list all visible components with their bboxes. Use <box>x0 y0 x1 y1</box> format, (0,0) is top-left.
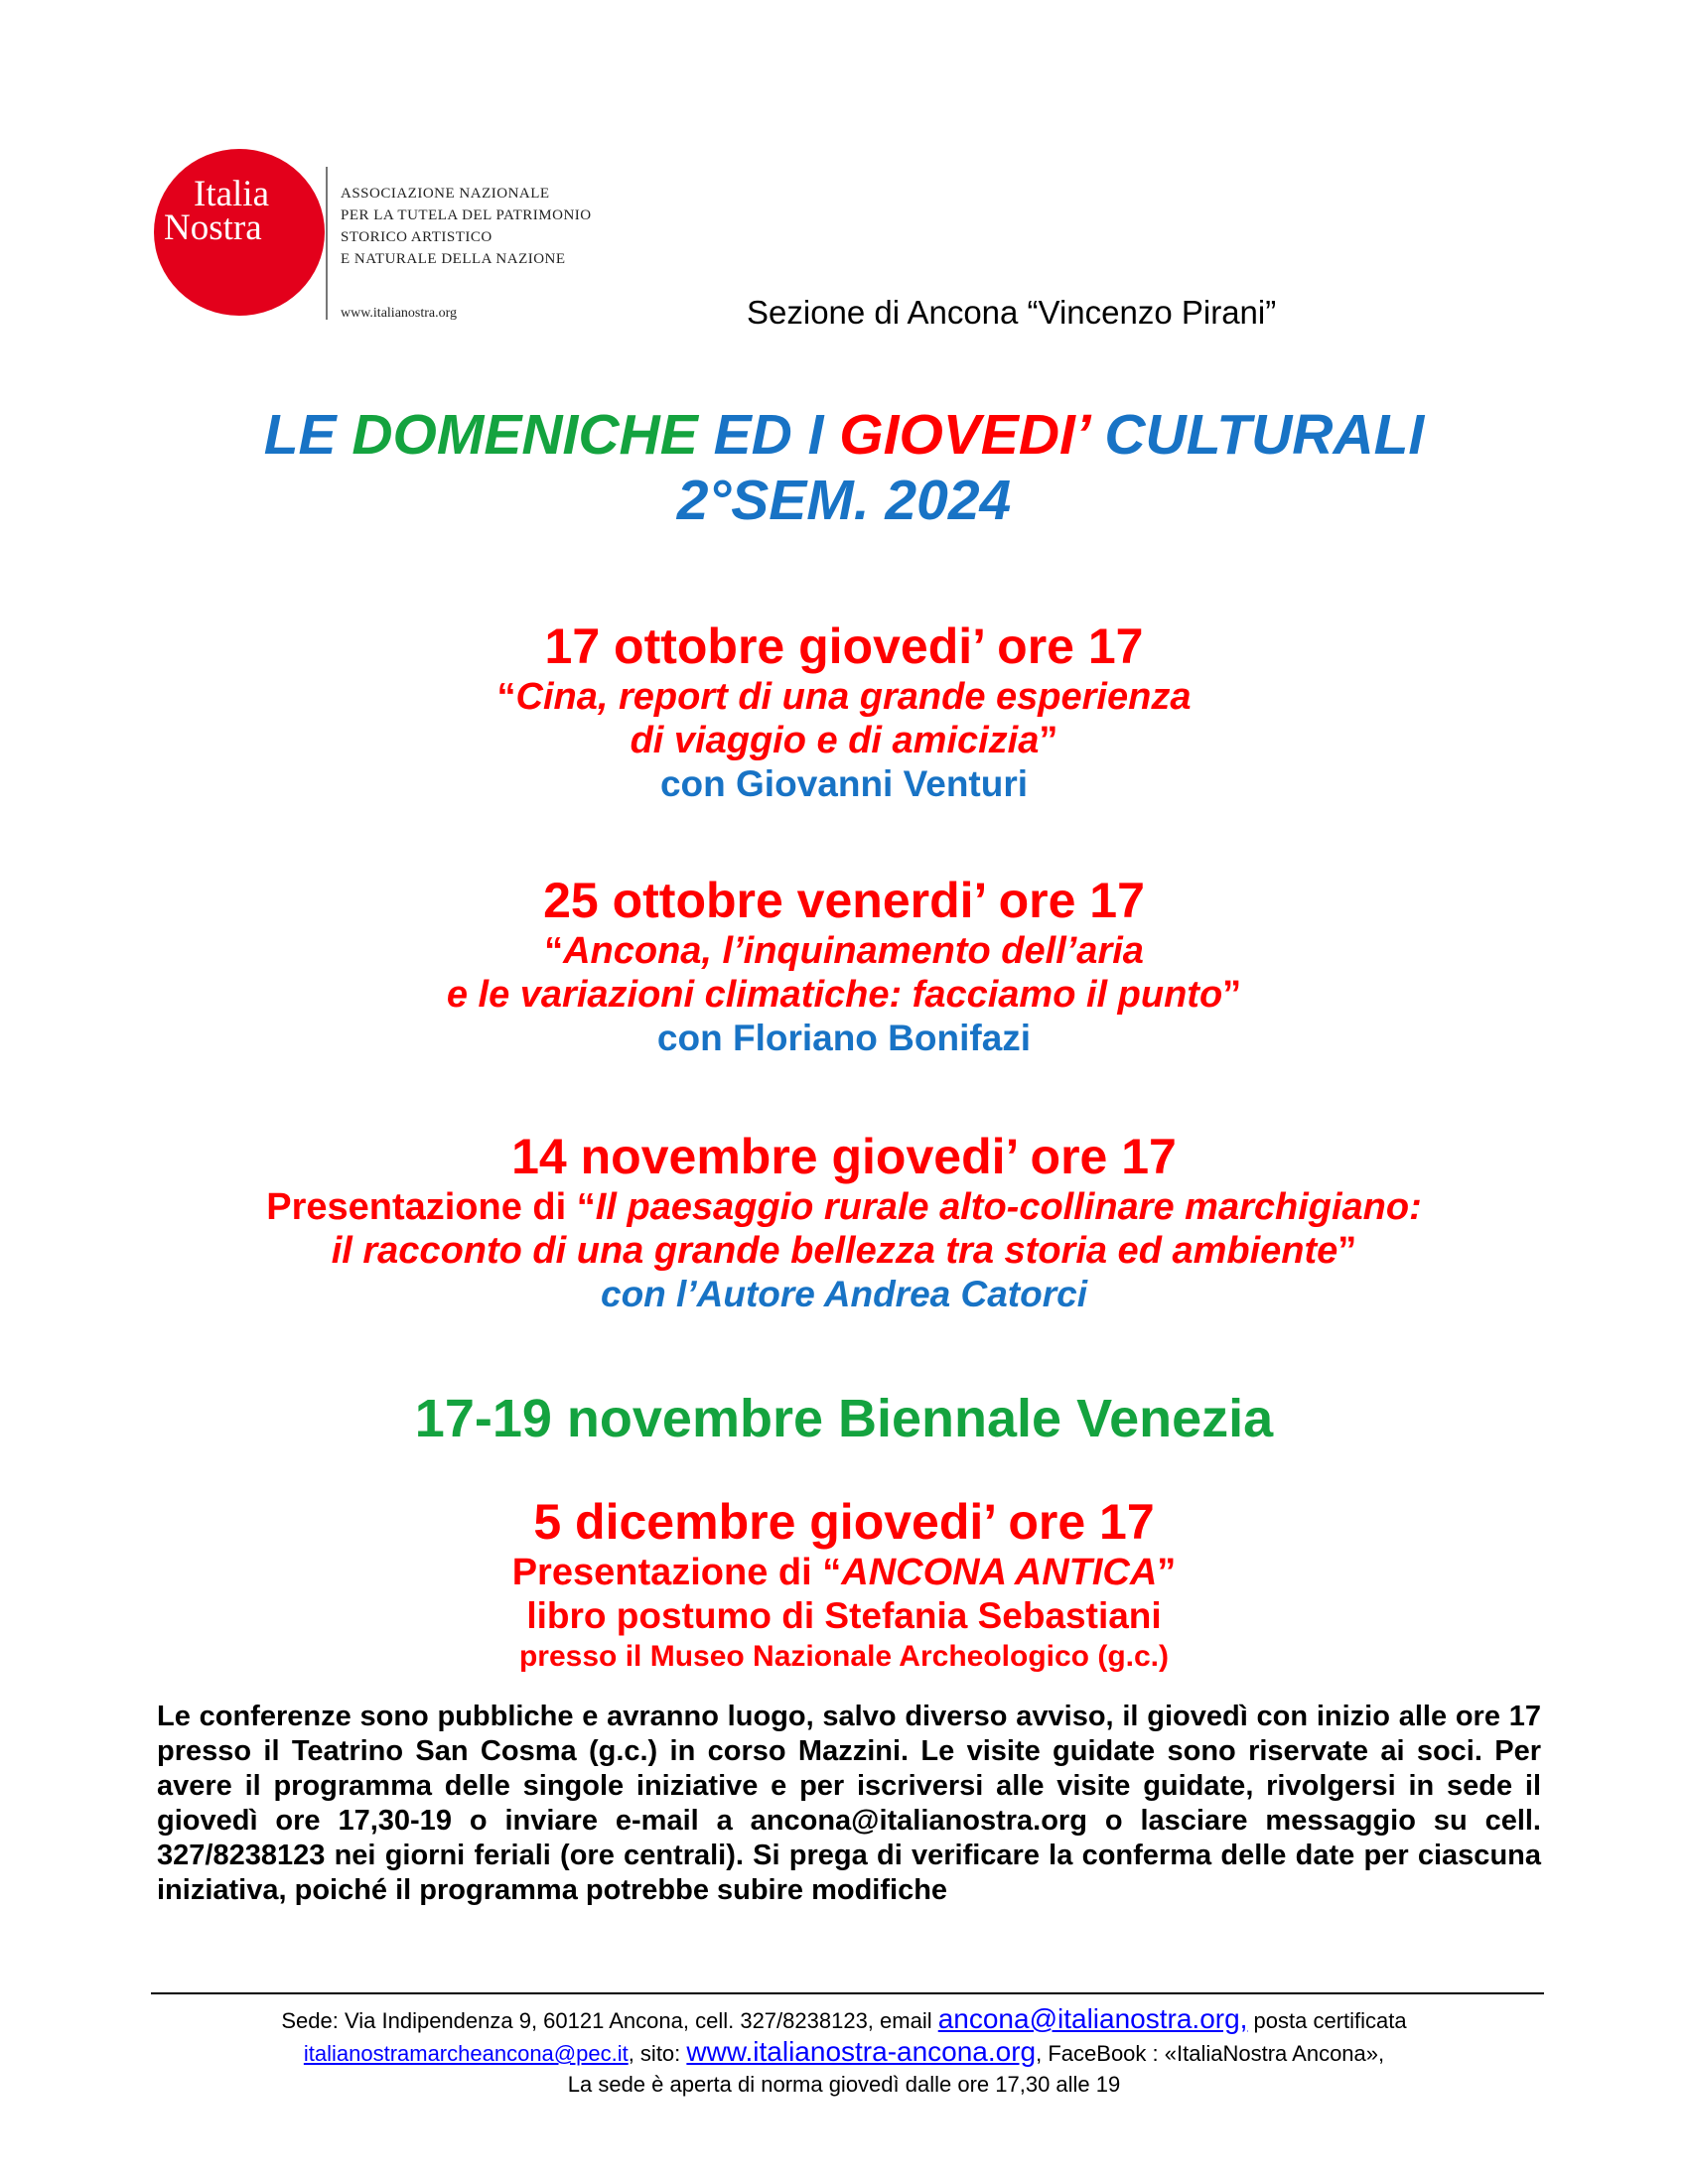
title-domeniche: DOMENICHE <box>352 403 714 467</box>
event-date: 17 ottobre giovedi’ ore 17 <box>544 618 1144 674</box>
title-semester: 2°SEM. 2024 <box>676 469 1012 532</box>
title-ed-i: ED I <box>713 403 840 467</box>
event-title-line: di viaggio e di amicizia” <box>630 720 1058 761</box>
title-line-1 <box>0 402 1688 468</box>
logo-tagline-line: ASSOCIAZIONE NAZIONALE <box>341 186 550 202</box>
footer-address: Sede: Via Indipendenza 9, 60121 Ancona, cell. 327/8238123, email <box>281 2008 938 2033</box>
event-date: 25 ottobre venerdi’ ore 17 <box>543 873 1145 928</box>
title-giovedi: GIOVEDI’ <box>839 403 1105 467</box>
footer-line-2 <box>0 2036 1688 2069</box>
logo-word-nostra: Nostra <box>164 207 262 248</box>
footer-site-label: , sito: <box>628 2041 687 2066</box>
event-title-text: Cina, report di una grande esperienza <box>515 676 1192 718</box>
event-title-text: ANCONA ANTICA <box>841 1552 1158 1593</box>
event-title-text: il racconto di una grande bellezza tra storia ed ambiente <box>331 1230 1338 1272</box>
event-item <box>0 872 1688 1060</box>
event-subtitle: libro postumo di Stefania Sebastiani <box>526 1595 1162 1636</box>
event-title-text: Ancona, l’inquinamento dell’aria <box>563 930 1144 972</box>
logo-tagline <box>341 183 592 270</box>
footer-email-link[interactable]: ancona@italianostra.org, <box>937 2003 1248 2034</box>
footer-opening-hours: La sede è aperta di norma giovedì dalle ore 17,30 alle 19 <box>567 2072 1121 2097</box>
event-date: 5 dicembre giovedi’ ore 17 <box>533 1494 1155 1550</box>
event-prefix: Presentazione di <box>266 1186 577 1228</box>
footer-line-1 <box>0 2003 1688 2036</box>
event-item <box>0 1493 1688 1676</box>
logo-tagline-line: STORICO ARTISTICO <box>341 229 492 245</box>
event-item <box>0 1128 1688 1316</box>
event-title-line: il racconto di una grande bellezza tra storia ed ambiente” <box>331 1230 1357 1272</box>
logo-divider <box>326 167 328 320</box>
event-place: presso il Museo Nazionale Archeologico (g.c.) <box>518 1640 1169 1673</box>
event-speaker: con Floriano Bonifazi <box>656 1018 1032 1058</box>
logo-tagline-line: PER LA TUTELA DEL PATRIMONIO <box>341 207 592 223</box>
italia-nostra-logo <box>154 147 710 326</box>
event-title-text: di viaggio e di amicizia <box>630 720 1040 761</box>
section-name: Sezione di Ancona “Vincenzo Pirani” <box>747 294 1277 331</box>
footer-site-link[interactable]: www.italianostra-ancona.org <box>686 2036 1037 2067</box>
title-culturali: CULTURALI <box>1104 403 1425 467</box>
event-title-line: Presentazione di “Il paesaggio rurale alto-collinare marchigiano: <box>266 1186 1422 1228</box>
event-title-line: Presentazione di “ANCONA ANTICA” <box>511 1552 1177 1593</box>
footer <box>0 2003 1688 2100</box>
event-speaker: con l’Autore Andrea Catorci <box>601 1274 1087 1314</box>
event-prefix: Presentazione di <box>511 1552 823 1593</box>
logo-word-italia: Italia <box>194 174 270 214</box>
notice-paragraph: Le conferenze sono pubbliche e avranno luogo, salvo diverso avviso, il giovedì con inizio alle ore 17 presso il Teatrino San Cosma (g.c.) in corso Mazzini. Le visite guidate sono riservate ai soci. Per avere il programma delle singole iniziative e per iscriversi alle visite guidate, rivolgersi in sede il giovedì ore 17,30-19 o inviare e-mail a ancona@italianostra.org o lasciare messaggio su cell. 327/8238123 nei giorni feriali (ore centrali). Si prega di verificare la conferma delle date per ciascuna iniziativa, poiché il programma potrebbe subire modifiche <box>157 1701 1541 1906</box>
event-title-line: e le variazioni climatiche: facciamo il punto” <box>446 974 1242 1016</box>
event-speaker: con Giovanni Venturi <box>659 763 1029 804</box>
footer-pec-link[interactable]: italianostramarcheancona@pec.it <box>303 2041 629 2066</box>
footer-pec-label: posta certificata <box>1247 2008 1407 2033</box>
logo-url: www.italianostra.org <box>341 306 458 321</box>
event-item <box>0 617 1688 806</box>
event-title-line: “Cina, report di una grande esperienza <box>496 676 1192 718</box>
page-title <box>0 402 1688 533</box>
event-title-line: “Ancona, l’inquinamento dell’aria <box>544 930 1144 972</box>
footer-divider <box>151 1992 1544 1994</box>
event-title-text: e le variazioni climatiche: facciamo il punto <box>446 974 1223 1016</box>
logo-tagline-line: E NATURALE DELLA NAZIONE <box>341 251 566 267</box>
event-date: 17-19 novembre Biennale Venezia <box>414 1389 1274 1448</box>
event-date: 14 novembre giovedi’ ore 17 <box>511 1129 1177 1184</box>
title-le: LE <box>263 403 352 467</box>
event-item <box>0 1388 1688 1449</box>
footer-facebook: , FaceBook : «ItaliaNostra Ancona», <box>1036 2041 1385 2066</box>
event-title-text: Il paesaggio rurale alto-collinare marchigiano: <box>595 1186 1422 1228</box>
